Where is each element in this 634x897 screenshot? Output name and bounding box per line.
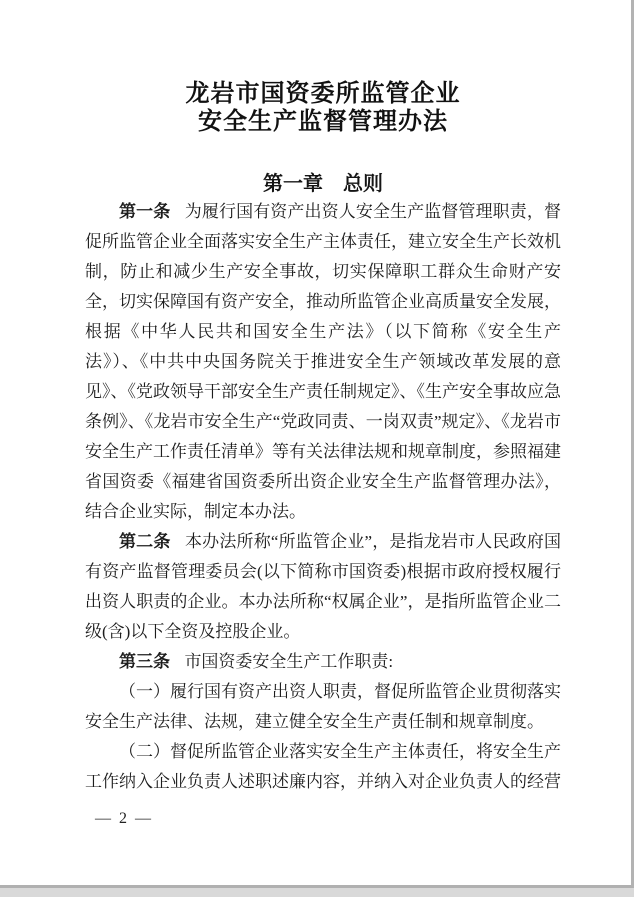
document-title <box>85 80 561 136</box>
document-title-line-2: 安全生产监督管理办法 <box>198 109 448 135</box>
article-3-item-2-text: （二）督促所监管企业落实安全生产主体责任，将安全生产工作纳入企业负责人述职述廉内容，并纳入对企业负责人的经营 <box>85 742 561 791</box>
article-3-item-1-paragraph <box>85 677 561 737</box>
article-3-text: 市国资委安全生产工作职责: <box>184 652 394 671</box>
article-2-label: 第二条 <box>119 532 171 551</box>
document-body <box>85 197 561 797</box>
article-2-paragraph <box>85 527 561 647</box>
article-3-item-1-text: （一）履行国有资产出资人职责，督促所监管企业贯彻落实安全生产法律、法规，建立健全安全生产责任制和规章制度。 <box>85 682 561 731</box>
article-3-label: 第三条 <box>119 652 170 671</box>
document-title-line-1: 龙岩市国资委所监管企业 <box>185 81 461 107</box>
article-1-text: 为履行国有资产出资人安全生产监督管理职责，督促所监管企业全面落实安全生产主体责任，建立安全生产长效机制，防止和减少生产安全事故，切实保障职工群众生命财产安全，切实保障国有资产安全，推动所监管企业高质量安全发展，根据《中华人民共和国安全生产法》（以下简称《安全生产法》）、《中共中央国务院关于推进安全生产领域改革发展的意见》、《党政领导干部安全生产责任制规定》、《生产安全事故应急条例》、《龙岩市安全生产“党政同责、一岗双责”规定》、《龙岩市安全生产工作责任清单》等有关法律法规和规章制度，参照福建省国资委《福建省国资委所出资企业安全生产监督管理办法》，结合企业实际，制定本办法。 <box>85 202 562 521</box>
page-number: — 2 — <box>95 810 153 827</box>
article-3-paragraph <box>85 647 561 677</box>
article-1-label: 第一条 <box>119 202 171 221</box>
article-2-text: 本办法所称“所监管企业”，是指龙岩市人民政府国有资产监督管理委员会(以下简称市国资委)根据市政府授权履行出资人职责的企业。本办法所称“权属企业”，是指所监管企业二级(含)以下全资及控股企业。 <box>85 532 562 641</box>
article-1-paragraph <box>85 197 561 527</box>
article-3-item-2-paragraph <box>85 737 561 797</box>
chapter-heading: 第一章 总则 <box>263 173 383 195</box>
